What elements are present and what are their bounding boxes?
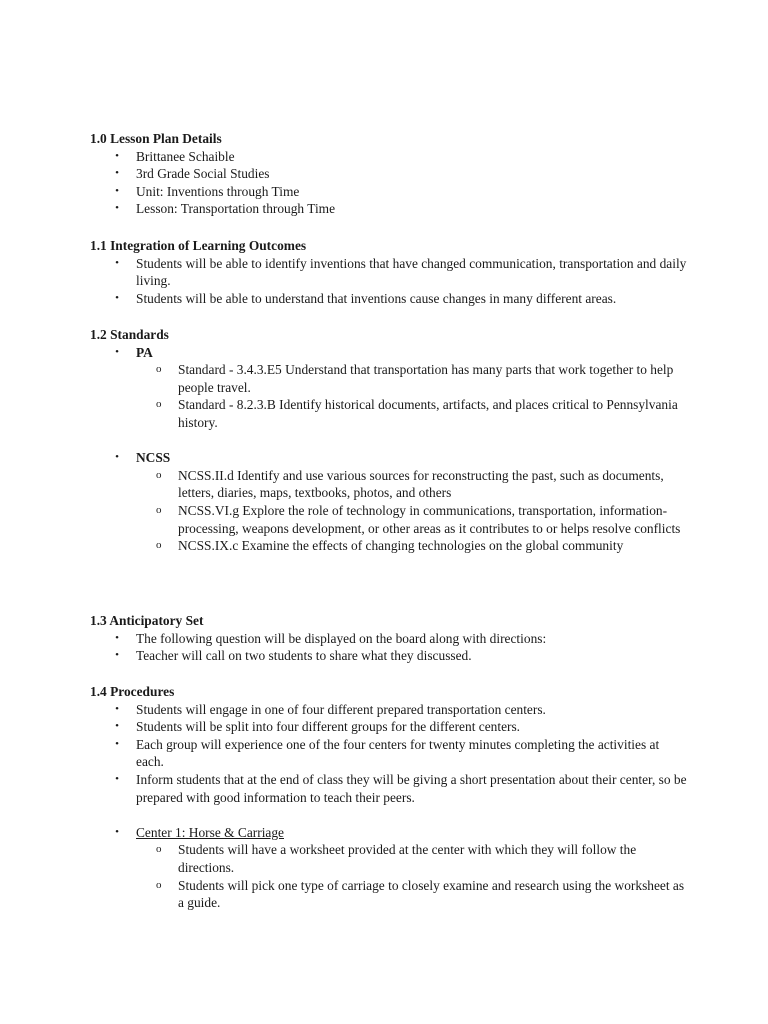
bullet-icon: • bbox=[115, 649, 119, 662]
sub-list-item: o Standard - 3.4.3.E5 Understand that transportation has many parts that work together to help people travel. bbox=[156, 362, 674, 395]
bullet-icon: • bbox=[115, 345, 119, 358]
section-heading: 1.0 Lesson Plan Details bbox=[90, 131, 222, 146]
sub-bullet-list bbox=[134, 841, 690, 911]
bullet-icon: • bbox=[115, 825, 119, 838]
sub-list-item: o NCSS.II.d Identify and use various sources for reconstructing the past, such as documents, letters, diaries, maps, textbooks, photos, and others bbox=[156, 467, 664, 501]
bullet-icon: • bbox=[115, 167, 119, 180]
sub-bullet-icon: o bbox=[156, 363, 162, 376]
list-item: • Each group will experience one of the four centers for twenty minutes completing the activities at each. bbox=[90, 736, 690, 771]
sub-list-item: o NCSS.VI.g Explore the role of technology in communications, transportation, information-processing, weapons development, or other areas as it contributes to or helps resolve conflicts bbox=[156, 502, 681, 536]
list-item: • 3rd Grade Social Studies bbox=[90, 165, 690, 183]
spacer bbox=[136, 432, 690, 450]
section-heading: 1.1 Integration of Learning Outcomes bbox=[90, 238, 307, 253]
list-item: • Students will be split into four different groups for the different centers. bbox=[90, 718, 690, 736]
bullet-icon: • bbox=[115, 772, 119, 785]
list-item: • Students will engage in one of four different prepared transportation centers. bbox=[90, 701, 690, 719]
section-anticipatory-set bbox=[90, 612, 690, 665]
list-item: • Unit: Inventions through Time bbox=[90, 183, 690, 201]
bullet-icon: • bbox=[115, 702, 119, 715]
list-item: • Students will be able to understand that inventions cause changes in many different areas. bbox=[90, 290, 690, 308]
bullet-icon: • bbox=[115, 737, 119, 750]
list-item: • Inform students that at the end of class they will be giving a short presentation about their center, so be prepared with good information to teach their peers. bbox=[90, 771, 690, 806]
bullet-list bbox=[90, 255, 690, 308]
section-heading: 1.3 Anticipatory Set bbox=[90, 613, 204, 628]
sub-list-item: o NCSS.IX.c Examine the effects of changing technologies on the global community bbox=[156, 538, 624, 554]
bullet-list-centers bbox=[90, 824, 690, 912]
bullet-icon: • bbox=[115, 631, 119, 644]
section-lesson-plan-details bbox=[90, 130, 690, 218]
bullet-list bbox=[90, 701, 690, 807]
sub-bullet-list bbox=[134, 467, 690, 555]
sub-bullet-icon: o bbox=[156, 843, 162, 856]
list-item-pa bbox=[90, 344, 690, 450]
sub-bullet-icon: o bbox=[156, 503, 162, 516]
sub-bullet-icon: o bbox=[156, 398, 162, 411]
bullet-list bbox=[90, 148, 690, 218]
bullet-icon: • bbox=[115, 451, 119, 464]
bullet-icon: • bbox=[115, 149, 119, 162]
sub-bullet-icon: o bbox=[156, 468, 162, 481]
sub-list-item: o Students will have a worksheet provided at the center with which they will follow the directions. bbox=[156, 842, 637, 875]
sub-list-item: o Standard - 8.2.3.B Identify historical documents, artifacts, and places critical to Pennsylvania history. bbox=[156, 397, 678, 430]
section-heading: 1.2 Standards bbox=[90, 327, 169, 342]
spacer bbox=[90, 806, 690, 824]
bullet-list bbox=[90, 630, 690, 665]
section-learning-outcomes bbox=[90, 237, 690, 307]
list-item: • Students will be able to identify inventions that have changed communication, transportation and daily living. bbox=[90, 255, 690, 290]
center-label: Center 1: Horse & Carriage bbox=[136, 824, 284, 840]
section-heading: 1.4 Procedures bbox=[90, 684, 175, 699]
sub-bullet-icon: o bbox=[156, 539, 162, 552]
list-item: • Brittanee Schaible bbox=[90, 148, 690, 166]
group-label: NCSS bbox=[136, 450, 171, 466]
section-standards bbox=[90, 326, 690, 555]
sub-list-item: o Students will pick one type of carriage to closely examine and research using the worksheet as a guide. bbox=[156, 877, 685, 911]
section-procedures bbox=[90, 683, 690, 912]
bullet-list bbox=[90, 344, 690, 555]
list-item: • Lesson: Transportation through Time bbox=[90, 200, 690, 218]
bullet-icon: • bbox=[115, 720, 119, 733]
list-item-ncss bbox=[90, 449, 690, 555]
sub-bullet-list bbox=[134, 361, 690, 431]
list-item: • The following question will be displayed on the board along with directions: bbox=[90, 630, 690, 648]
group-label: PA bbox=[136, 344, 153, 360]
sub-bullet-icon: o bbox=[156, 878, 162, 891]
bullet-icon: • bbox=[115, 291, 119, 304]
bullet-icon: • bbox=[115, 184, 119, 197]
list-item-center-1 bbox=[90, 824, 690, 912]
list-item: • Teacher will call on two students to share what they discussed. bbox=[90, 647, 690, 665]
bullet-icon: • bbox=[115, 256, 119, 269]
bullet-icon: • bbox=[115, 202, 119, 215]
